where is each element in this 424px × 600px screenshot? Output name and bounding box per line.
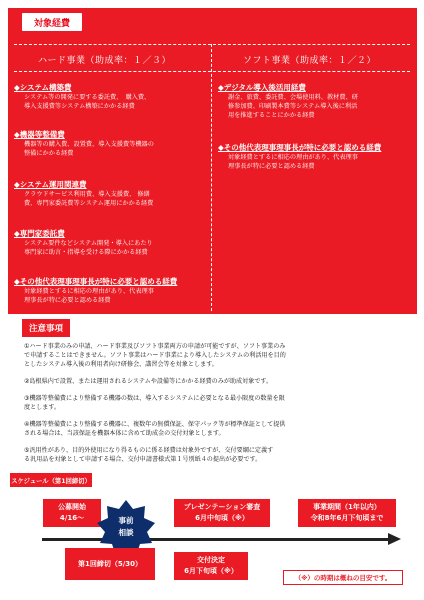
note-line: る汎用品を対象として申請する場合、交付申請書様式第１号別紙４の提出が必要です。 <box>24 456 262 463</box>
soft-item-line: 修参加費、印刷製本費等システム導入後に利活 <box>228 103 358 110</box>
schedule-open-label: 公募開始 <box>58 503 86 511</box>
soft-project-heading: ソフト事業（助成率：１／２） <box>243 56 377 66</box>
note-line: 度とします。 <box>24 404 61 411</box>
soft-item <box>218 83 358 120</box>
note-line: ①ハード事業のみの申請、ハード事業及びソフト事業両方の申請が可能ですが、ソフト事業のみ <box>24 343 286 350</box>
hard-item-line: 機器等の購入費、設置費、導入支援費等機器の <box>24 141 154 148</box>
hard-item-line: 対象経費とするに相応の理由があり、代表理事 <box>24 288 154 295</box>
section-title-notes: 注意事項 <box>22 319 70 337</box>
column-divider <box>211 44 212 311</box>
note-line: としたシステム導入後の利用者向け研修会、講習会等を対象とします。 <box>24 361 218 368</box>
soft-item-line: 謝金、旅費、委託費、会場使用料、教材費、研 <box>228 94 358 101</box>
soft-item-line: 理事長が特に必要と認める経費 <box>228 163 315 170</box>
timeline-arrow-head <box>388 533 401 545</box>
hard-item-title: ◆その他代表理事理事長が特に必要と認める経費 <box>14 277 178 286</box>
hard-item-line: クラウドサービス利用費、導入支援費、 修繕 <box>24 191 150 198</box>
hard-project-heading: ハード事業（助成率：１／３） <box>38 56 172 66</box>
note-item <box>24 420 285 438</box>
hard-item-line: 理事長が特に必要と認める経費 <box>24 297 111 304</box>
consult-label: 相談 <box>118 528 134 537</box>
consult-badge <box>108 515 144 539</box>
schedule-open-date: 4/16～ <box>59 514 85 522</box>
note-item <box>24 342 286 369</box>
hard-item <box>14 229 153 257</box>
soft-item-line: 用を推進することにかかる経費 <box>228 112 315 119</box>
note-line: で申請することはできません。ソフト事業はハード事業により導入したシステムの利活用を目的 <box>24 352 286 359</box>
hard-item-line: システム要件などシステム開発・導入にあたり <box>24 240 153 247</box>
note-line: ④機器等整備費により整備する機器に、複数年の無償保証、保守パック等が標準保証として提供 <box>24 421 286 428</box>
decision-date: 6月下旬頃（※） <box>184 567 238 575</box>
hard-item-title: ◆専門家委託費 <box>14 229 65 238</box>
soft-item-title: ◆デジタル導入後活用経費 <box>218 83 306 92</box>
note-line: ⑤汎用性があり、目的外使用になり得るものに係る経費は対象外ですが、交付要綱に定義す <box>24 447 274 454</box>
hard-item-line: 費、専門家委託費等システム運用にかかる経費 <box>24 200 154 207</box>
hard-item-line: 導入支援費等システム構築にかかる経費 <box>24 103 135 110</box>
hard-item <box>14 277 177 305</box>
timeline-arrow <box>42 538 392 541</box>
hard-item <box>14 130 154 158</box>
note-item <box>24 446 273 464</box>
hard-item-line: 専門家に助言・指導を受ける際にかかる経費 <box>24 249 148 256</box>
divider <box>14 71 410 72</box>
hard-item-title: ◆システム運用関連費 <box>14 180 87 189</box>
schedule-presentation <box>174 499 270 527</box>
soft-item-line: 対象経費とするに相応の理由があり、代表理事 <box>228 154 358 161</box>
deadline-label: 第1回締切（5/30） <box>77 559 143 568</box>
soft-item-title: ◆その他代表理事理事長が特に必要と認める経費 <box>218 143 382 152</box>
note-line: される場合は、当該保証を機器本体に含めて助成金の交付対象とします。 <box>24 430 225 437</box>
schedule-open <box>43 499 101 527</box>
hard-item-title: ◆システム構築費 <box>14 83 72 92</box>
note-line: ③機器等整備費により整備する機器の数は、導入するシステムに必要となる最小限度の数量を限 <box>24 395 285 402</box>
period-date: 令和8年6月下旬頃まで <box>310 514 384 522</box>
soft-item <box>218 143 381 171</box>
note-item <box>24 394 285 412</box>
note-item <box>24 377 272 386</box>
period-label: 事業期間（1年以内） <box>313 503 381 511</box>
hard-item-line: 整備にかかる経費 <box>24 150 74 157</box>
schedule-footnote: （※）の時期は概ねの目安です。 <box>283 570 403 585</box>
section-title-schedule: スケジュール（第1回締切） <box>10 473 92 487</box>
section-title-eligible-expenses: 対象経費 <box>22 13 82 31</box>
hard-item <box>14 83 150 111</box>
hard-item-line: システム等の開発に要する委託費、 購入費、 <box>24 94 151 101</box>
hard-item <box>14 180 153 208</box>
presentation-label: プレゼンテーション審査 <box>183 503 261 511</box>
divider <box>14 44 410 45</box>
schedule-deadline <box>65 548 155 580</box>
consult-label: 事前 <box>118 516 134 525</box>
presentation-date: 6月中旬頃（※） <box>195 514 249 522</box>
hard-item-title: ◆機器等整備費 <box>14 130 65 139</box>
note-line: ②島根県内で設置、または運用されるシステムや設備等にかかる経費のみが助成対象です。 <box>24 378 273 385</box>
decision-label: 交付決定 <box>197 556 225 564</box>
schedule-decision <box>174 552 248 580</box>
schedule-project-period <box>298 499 396 527</box>
